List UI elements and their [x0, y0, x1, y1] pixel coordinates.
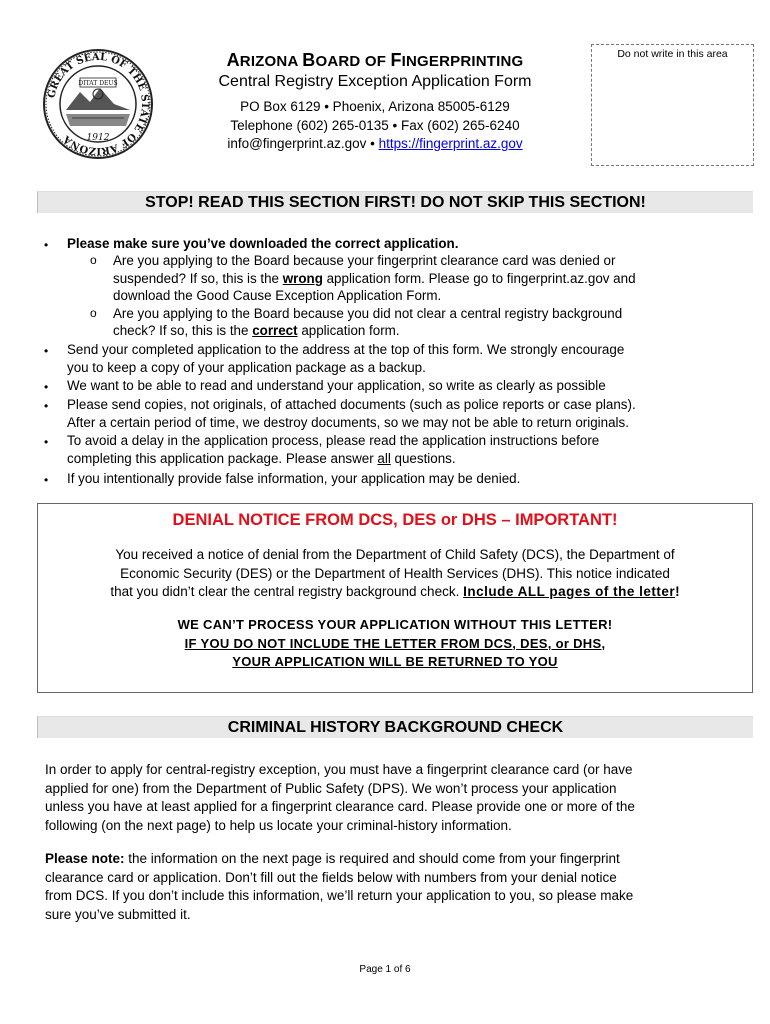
office-use-label: Do not write in this area — [617, 48, 728, 60]
bullet-icon: • — [44, 344, 49, 358]
sub2-line2: check? If so, this is the correct application form. — [113, 323, 400, 338]
bullet-write-clearly: We want to be able to read and understand your application, so write as clearly as possible — [67, 378, 606, 393]
office-use-box — [591, 44, 754, 166]
sub-bullet-icon: o — [90, 253, 97, 267]
criminal-paragraph-1: In order to apply for central-registry exception, you must have a fingerprint clearance card (or have applied for one) from the Department of Public Safety (DPS). We won’t process your application unless you have at least applied for a fingerprint clearance card. Please provide one or more of the following (on the next page) to help us locate your criminal-history information. — [45, 762, 635, 833]
bullet-icon: • — [44, 473, 49, 487]
sub1-line1: Are you applying to the Board because your fingerprint clearance card was denied or — [113, 253, 616, 268]
agency-name-part: F — [390, 50, 402, 70]
bullet-send-line2: you to keep a copy of your application package as a backup. — [67, 360, 426, 375]
all-emphasis: all — [377, 451, 391, 466]
state-seal-logo — [42, 48, 154, 160]
include-all-pages: Include ALL pages of the letter — [463, 584, 676, 599]
criminal-paragraph-2: Please note: the information on the next page is required and should come from your fingerprint clearance card or application. Don’t fill out the fields below with numbers from your denial notice from DCS. If you don’t include this information, we’ll return your application to you, so please make sure you’ve submitted it. — [45, 851, 634, 922]
denial-paragraph: You received a notice of denial from the Department of Child Safety (DCS), the Department of Economic Security (DES) or the Department of Health Services (DHS). This notice indicated that you didn’t clear the central registry background check. Include ALL pages of the letter! — [110, 547, 680, 599]
form-title: Central Registry Exception Application Form — [218, 73, 532, 90]
contact-line — [160, 136, 590, 151]
warning-line2: IF YOU DO NOT INCLUDE THE LETTER FROM DCS, DES, or DHS, — [184, 635, 606, 651]
warning-line1: WE CAN’T PROCESS YOUR APPLICATION WITHOUT THIS LETTER! — [177, 617, 613, 632]
bullet-send-line1: Send your completed application to the address at the top of this form. We strongly encourage — [67, 342, 625, 357]
please-note-label: Please note: — [45, 851, 125, 866]
bullet-icon: • — [44, 399, 49, 413]
denial-warning — [38, 616, 752, 672]
agency-name-part: A — [226, 50, 240, 70]
correct-emphasis: correct — [252, 323, 298, 338]
agency-name-part: B — [302, 50, 316, 70]
bullet-icon: • — [44, 238, 49, 252]
bullet-icon: • — [44, 380, 49, 394]
seal-motto: DITAT DEUS — [78, 80, 118, 87]
wrong-emphasis: wrong — [282, 271, 323, 286]
criminal-heading: CRIMINAL HISTORY BACKGROUND CHECK — [227, 719, 564, 736]
phone-fax: Telephone (602) 265-0135 • Fax (602) 265-6240 — [230, 118, 520, 133]
denial-notice-box — [37, 503, 753, 693]
stop-section-header — [37, 191, 753, 213]
bullet-false-info: If you intentionally provide false information, your application may be denied. — [67, 471, 521, 486]
bullet-copies-line2: After a certain period of time, we destroy documents, so we may not be able to return originals. — [67, 415, 629, 430]
agency-name — [160, 50, 590, 71]
sub1-line2: suspended? If so, this is the wrong application form. Please go to fingerprint.az.gov and — [113, 271, 636, 286]
bullet-delay-line1: To avoid a delay in the application process, please read the application instructions before — [67, 433, 600, 448]
page-number: Page 1 of 6 — [359, 964, 411, 975]
denial-heading: DENIAL NOTICE FROM DCS, DES or DHS – IMPORTANT! — [172, 511, 618, 529]
bullet-copies-line1: Please send copies, not originals, of attached documents (such as police reports or case plans). — [67, 397, 636, 412]
email-address: info@fingerprint.az.gov — [227, 136, 367, 151]
bullet-delay-line2: completing this application package. Please answer all questions. — [67, 451, 456, 466]
seal-ring-text: GREAT SEAL OF THE STATE OF ARIZONA — [46, 51, 151, 157]
bullet-icon: • — [44, 435, 49, 449]
sub-bullet-icon: o — [90, 306, 97, 320]
agency-name-part: INGERPRINTING — [401, 53, 524, 70]
mailing-address: PO Box 6129 • Phoenix, Arizona 85005-6129 — [240, 99, 510, 114]
sub1-line3: download the Good Cause Exception Application Form. — [113, 288, 442, 303]
sub2-line1: Are you applying to the Board because you did not clear a central registry background — [113, 306, 623, 321]
separator: • — [366, 136, 379, 151]
agency-name-part: OARD OF — [315, 53, 391, 70]
bullet-correct-application: Please make sure you’ve downloaded the correct application. — [67, 236, 459, 251]
website-link[interactable]: https://fingerprint.az.gov — [378, 136, 523, 151]
stop-heading: STOP! READ THIS SECTION FIRST! DO NOT SKIP THIS SECTION! — [145, 194, 646, 211]
criminal-history-header — [37, 716, 753, 738]
seal-year: 1912 — [86, 133, 110, 143]
warning-line3: YOUR APPLICATION WILL BE RETURNED TO YOU — [232, 654, 558, 669]
agency-name-part: RIZONA — [239, 53, 303, 70]
